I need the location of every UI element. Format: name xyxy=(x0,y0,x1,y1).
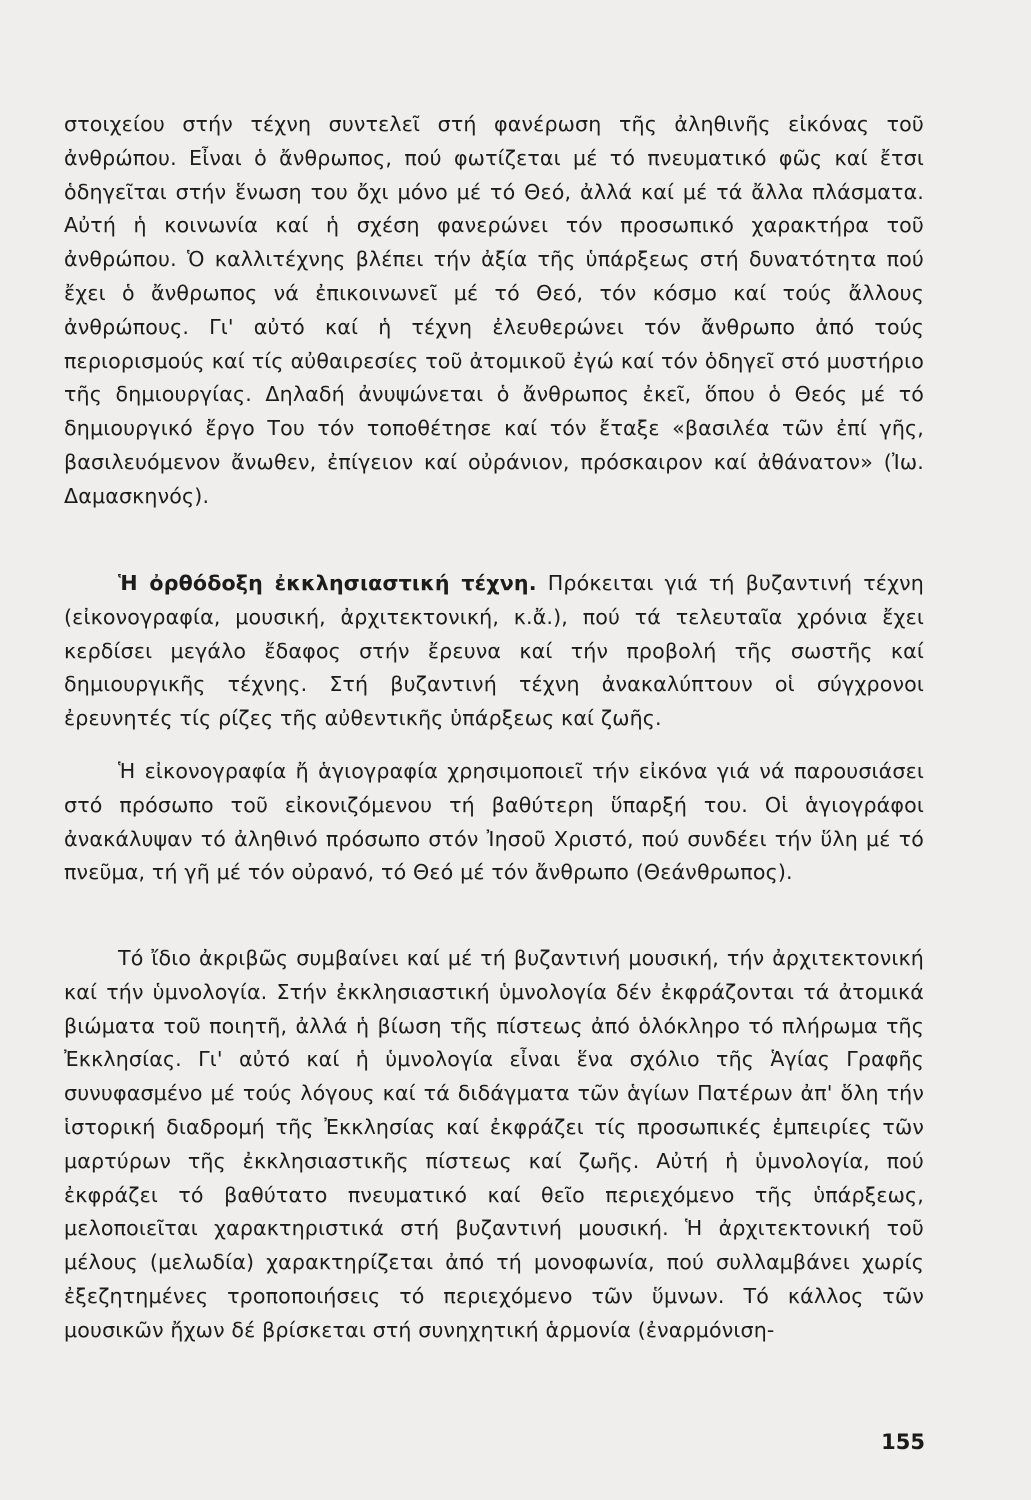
text-block-continuation xyxy=(64,108,924,514)
text-block-music xyxy=(64,942,924,1348)
paragraph-music-hymnology: Τό ἴδιο ἀκριβῶς συμβαίνει καί μέ τή βυζαντινή μουσική, τήν ἀρχιτεκτονική καί τήν ὑμνολογία. Στήν ἐκκλησιαστική ὑμνολογία δέν ἐκφράζονται τά ἀτομικά βιώματα τοῦ ποιητῆ, ἀλλά ἡ βίωση τῆς πίστεως ἀπό ὁλόκληρο τό πλήρωμα τῆς Ἐκκλησίας. Γι' αὐτό καί ἡ ὑμνολογία εἶναι ἕνα σχόλιο τῆς Ἁγίας Γραφῆς συνυφασμένο μέ τούς λόγους καί τά διδάγματα τῶν ἁγίων Πατέρων ἀπ' ὅλη τήν ἱστορική διαδρομή τῆς Ἐκκλησίας καί ἐκφράζει τίς προσωπικές ἐμπειρίες τῶν μαρτύρων τῆς ἐκκλησιαστικῆς πίστεως καί ζωῆς. Αὐτή ἡ ὑμνολογία, πού ἐκφράζει τό βαθύτατο πνευματικό καί θεῖο περιεχόμενο τῆς ὑπάρξεως, μελοποιεῖται χαρακτηριστικά στή βυζαντινή μουσική. Ἡ ἀρχιτεκτονική τοῦ μέλους (μελωδία) χαρακτηρίζεται ἀπό τή μονοφωνία, πού συλλαμβάνει χωρίς ἐξεζητημένες τροποποιήσεις τό περιεχόμενο τῶν ὕμνων. Τό κάλλος τῶν μουσικῶν ἤχων δέ βρίσκεται στή συνηχητική ἁρμονία (ἐναρμόνιση- xyxy=(64,946,924,1342)
paragraph-iconography: Ἡ εἰκονογραφία ἤ ἁγιογραφία χρησιμοποιεῖ τήν εἰκόνα γιά νά παρουσιάσει στό πρόσωπο τοῦ εἰκονιζόμενου τή βαθύτερη ὕπαρξή του. Οἱ ἁγιογράφοι ἀνακάλυψαν τό ἀληθινό πρόσωπο στόν Ἰησοῦ Χριστό, πού συνδέει τήν ὕλη μέ τό πνεῦμα, τή γῆ μέ τόν οὐρανό, τό Θεό μέ τόν ἄνθρωπο (Θεάνθρωπος). xyxy=(64,759,924,885)
paragraph-orthodox-art xyxy=(64,567,924,736)
text-block-iconography xyxy=(64,755,924,890)
text-block-orthodox-art xyxy=(64,567,924,736)
paragraph-orthodox-art-body: Πρόκειται γιά τή βυζαντινή τέχνη (εἰκονογραφία, μουσική, ἀρχιτεκτονική, κ.ἄ.), πού τά τελευταῖα χρόνια ἔχει κερδίσει μεγάλο ἔδαφος στήν ἔρευνα καί τήν προβολή τῆς σωστῆς καί δημιουργικῆς τέχνης. Στή βυζαντινή τέχνη ἀνακαλύπτουν οἱ σύγχρονοι ἐρευνητές τίς ρίζες τῆς αὐθεντικῆς ὑπάρξεως καί ζωῆς. xyxy=(64,571,924,731)
paragraph-art-and-man: στοιχείου στήν τέχνη συντελεῖ στή φανέρωση τῆς ἀληθινῆς εἰκόνας τοῦ ἀνθρώπου. Εἶναι ὁ ἄνθρωπος, πού φωτίζεται μέ τό πνευματικό φῶς καί ἔτσι ὁδηγεῖται στήν ἕνωση του ὄχι μόνο μέ τό Θεό, ἀλλά καί μέ τά ἄλλα πλάσματα. Αὐτή ἡ κοινωνία καί ἡ σχέση φανερώνει τόν προσωπικό χαρακτήρα τοῦ ἀνθρώπου. Ὁ καλλιτέχνης βλέπει τήν ἀξία τῆς ὑπάρξεως στή δυνατότητα πού ἔχει ὁ ἄνθρωπος νά ἐπικοινωνεῖ μέ τό Θεό, τόν κόσμο καί τούς ἄλλους ἀνθρώπους. Γι' αὐτό καί ἡ τέχνη ἐλευθερώνει τόν ἄνθρωπο ἀπό τούς περιορισμούς καί τίς αὐθαιρεσίες τοῦ ἀτομικοῦ ἐγώ καί τόν ὁδηγεῖ στό μυστήριο τῆς δημιουργίας. Δηλαδή ἀνυψώνεται ὁ ἄνθρωπος ἐκεῖ, ὅπου ὁ Θεός μέ τό δημιουργικό ἔργο Του τόν τοποθέτησε καί τόν ἔταξε «βασιλέα τῶν ἐπί γῆς, βασιλευόμενον ἄνωθεν, ἐπίγειον καί οὐράνιον, πρόσκαιρον καί ἀθάνατον» (Ἰω. Δαμασκηνός). xyxy=(64,112,924,508)
section-heading: Ἡ ὀρθόδοξη ἐκκλησιαστική τέχνη. xyxy=(118,571,537,595)
page-number: 155 xyxy=(881,1430,925,1454)
